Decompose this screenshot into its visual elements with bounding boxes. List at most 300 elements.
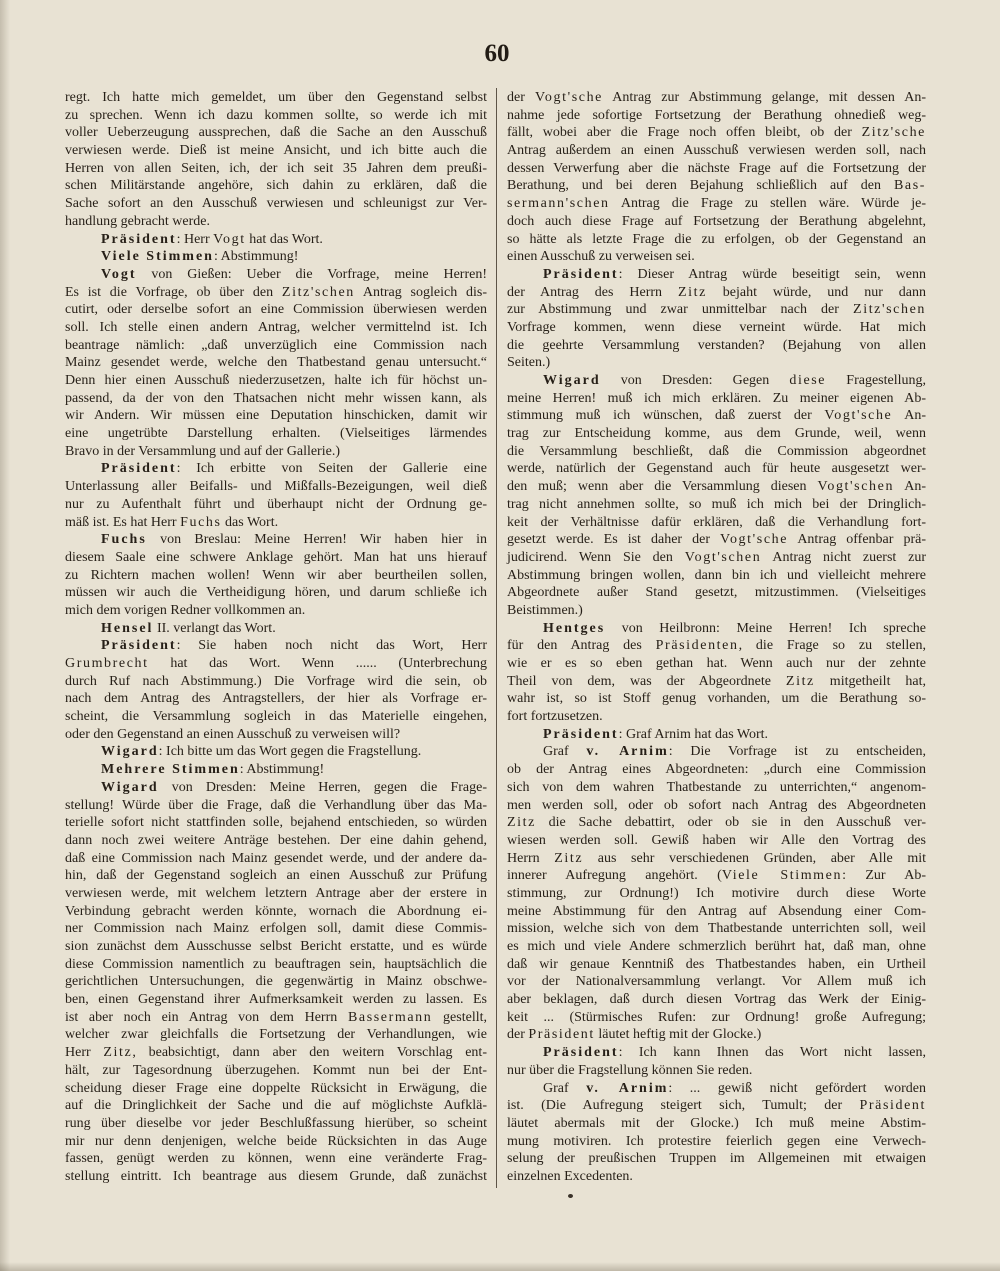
text-run: scheidung dieser Frage eine doppelte Rücksicht in Erwägung, die (65, 1080, 487, 1096)
text-line (507, 549, 926, 567)
text-line (65, 567, 487, 585)
text-run: wahr ist, so ist Stoff genug vorhanden, um die Berathung so- (507, 691, 926, 707)
emphasized-name: Präsident (859, 1098, 926, 1114)
text-line (65, 231, 487, 249)
text-line (65, 107, 487, 125)
text-run: Antrag die Frage zu stellen wäre. Würde je- (609, 196, 926, 212)
text-run: nur über die Fragstellung können Sie reden. (507, 1062, 753, 1078)
speaker-name: Präsident (543, 726, 619, 742)
text-line (507, 726, 926, 744)
text-run: ist. (Die Aufregung steigert sich, Tumult; der (507, 1098, 860, 1114)
text-run: terielle sofort nicht stattfinden solle, bejahend entschieden, so würden (65, 815, 487, 831)
text-run: Herren von allen Seiten, ich, der ich seit 35 Jahren dem preußi- (65, 160, 487, 176)
text-line (65, 726, 487, 744)
text-line (65, 1097, 487, 1115)
text-line (507, 920, 926, 938)
emphasized-name: Vogt'sche (720, 532, 789, 548)
text-line (507, 514, 926, 532)
text-line (65, 478, 487, 496)
text-line (65, 761, 487, 779)
text-run: An- (892, 408, 926, 424)
speaker-name: Präsident (101, 638, 177, 654)
text-run: selung der preußischen Truppen im Allgemeinen mit etwaigen (507, 1151, 926, 1167)
text-line (65, 1044, 487, 1062)
text-line (507, 1009, 926, 1027)
text-run: mitgetheilt hat, (814, 673, 926, 689)
text-run: wir Andern. Wir müssen eine Deputation hinschicken, damit wir (65, 408, 487, 424)
emphasized-name: Vogt (213, 231, 246, 247)
text-run: stimmung, zur Ordnung!) Ich motivire durch diese Worte (507, 885, 926, 901)
text-run: fällt, wobei aber die Frage noch offen bleibt, ob der (507, 125, 862, 141)
speaker-name: Präsident (101, 461, 177, 477)
text-run: läutet heftig mit der Glocke.) (594, 1027, 762, 1043)
text-run: von Breslau: Meine Herren! Wir haben hier in (146, 532, 487, 548)
text-line (507, 620, 926, 638)
text-run: Herr (65, 1045, 104, 1061)
text-run: : Abstimmung! (239, 762, 325, 778)
text-line (65, 991, 487, 1009)
text-line (507, 584, 926, 602)
text-run: das Wort. (221, 514, 279, 530)
emphasized-name: Fuchs (180, 514, 222, 530)
text-run: beantrage nämlich: „daß unverzüglich eine Commission nach (65, 337, 487, 353)
text-line (507, 655, 926, 673)
text-run: gesetzt werde. Es ist daher der (507, 532, 721, 548)
text-line (65, 248, 487, 266)
text-line (507, 885, 926, 903)
text-run: einzelnen Excedenten. (507, 1168, 633, 1184)
text-line (507, 567, 926, 585)
text-line (65, 814, 487, 832)
text-run: Vorfrage kommen, wenn diese verneint würde. Hat mich (507, 319, 926, 335)
emphasized-name: sermann'schen (507, 196, 610, 212)
text-run: einen Ausschuß zu verweisen sei. (507, 249, 695, 265)
emphasized-name: Zitz (785, 673, 815, 689)
text-line (507, 177, 926, 195)
speaker-name: Präsident (543, 266, 619, 282)
text-line (507, 89, 926, 107)
speaker-name: Vogt (101, 266, 137, 282)
text-line (65, 850, 487, 868)
text-run: nur zu Aufenthalt führt und überhaupt nicht der Ordnung ge- (65, 496, 487, 512)
text-line (65, 124, 487, 142)
right-column (507, 89, 926, 1186)
text-line (507, 673, 926, 691)
text-run: verwiesen werde. Dieß ist meine Ansicht, und ich bitte auch die (65, 143, 487, 159)
emphasized-name: Zitz (554, 850, 584, 866)
text-run: Abgeordnete außer Stand gesetzt, mitzustimmen. (Vielseitiges (507, 585, 926, 601)
text-run: es mich und viele Andere schmerzlich berührt hat, daß man, ohne (507, 939, 926, 954)
text-run: zu Richtern machen wollen! Wenn wir aber beurtheilen sollen, (65, 567, 487, 583)
emphasized-name: Viele Stimmen (721, 868, 843, 884)
text-run: zu sprechen. Wenn ich dazu kommen sollte, so werde ich mit (65, 107, 487, 123)
text-line (65, 867, 487, 885)
text-line (507, 602, 926, 620)
text-line (507, 991, 926, 1009)
text-line (65, 142, 487, 160)
emphasized-name: diese (789, 373, 827, 388)
left-column (65, 89, 487, 1186)
text-run: von Gießen: Ueber die Vorfrage, meine Herren! (136, 266, 487, 282)
text-run: Graf (543, 744, 587, 760)
text-line (65, 956, 487, 974)
speaker-name: v. Arnim (586, 1080, 669, 1096)
text-run: Berathung, und bei deren Bejahung schließlich auf den (507, 178, 894, 194)
text-line (507, 231, 926, 249)
text-run: : Zur Ab- (842, 868, 926, 884)
emphasized-name: Zitz'sche (861, 125, 926, 141)
text-line (507, 1097, 926, 1115)
text-run: sich von dem wahren Thatbestande zu unterrichten,“ angenom- (507, 779, 926, 795)
text-line (65, 195, 487, 213)
text-line (65, 1009, 487, 1027)
text-run: auf die Dringlichkeit der Sache und die auf möglichste Aufklä- (65, 1098, 487, 1114)
text-line (65, 620, 487, 638)
emphasized-name: Zitz (103, 1045, 133, 1061)
speaker-name: Hensel (101, 620, 154, 636)
text-line (507, 743, 926, 761)
text-line (65, 496, 487, 514)
text-run: doch auch diese Frage auf Fortsetzung der Berathung abgelehnt, (507, 213, 926, 229)
text-line (65, 354, 487, 372)
text-line (507, 832, 926, 850)
text-run: nahme jede sofortige Fortsetzung der Berathung ohnedieß weg- (507, 107, 926, 123)
text-line (65, 1168, 487, 1186)
text-line (65, 973, 487, 991)
text-line (65, 673, 487, 691)
text-line (507, 531, 926, 549)
text-run: zur Abstimmung und zwar unmittelbar nach der (507, 302, 854, 318)
text-run: : Herr (176, 231, 214, 247)
text-run: schen Militärstande angehöre, sich dahin zu erklären, daß die (65, 178, 487, 194)
text-line (507, 1133, 926, 1151)
text-line (507, 478, 926, 496)
text-run: Unterlassung aller Beifalls- und Mißfalls-Bezeigungen, weil dieß (65, 479, 487, 495)
text-run: : Abstimmung! (213, 249, 299, 265)
emphasized-name: Präsidenten (655, 638, 739, 654)
text-line (507, 708, 926, 726)
text-run: nach dem Antrag des Antragstellers, der hier als Vorfrage er- (65, 691, 487, 707)
text-run: hält, zur Tagesordnung überzugehen. Kommt nun bei der Ent- (65, 1062, 487, 1078)
text-run: : Ich bitte um das Wort gegen die Fragstellung. (158, 744, 422, 760)
text-run: sion zunächst dem Ausschusse selbst Bericht erstatte, und es würde (65, 939, 487, 954)
text-line (65, 213, 487, 231)
text-line (507, 1115, 926, 1133)
text-run: , beabsichtigt, dann aber den weitern Vorschlag ent- (132, 1045, 487, 1061)
text-run: die geehrte Versammlung verstanden? (Bejahung von allen (507, 337, 926, 353)
text-run: eine ungetrübte Darstellung erhalten. (Vielseitiges lärmendes (65, 426, 487, 442)
emphasized-name: Grumbrecht (65, 656, 149, 671)
text-run: Mainz gesendet werde, welche den Thatbestand genau untersucht.“ (65, 355, 487, 371)
text-run: wie er es so eben gethan hat. Wenn auch nur der zehnte (507, 656, 926, 671)
text-run: Beistimmen.) (507, 602, 583, 618)
emphasized-name: Präsident (528, 1027, 595, 1043)
text-line (507, 1080, 926, 1098)
text-line (65, 425, 487, 443)
text-run: Antrag sogleich dis- (354, 284, 488, 300)
text-run: keit ... (Stürmisches Rufen: zur Ordnung! große Aufregung; (507, 1009, 926, 1025)
text-line (507, 248, 926, 266)
text-run: : Graf Arnim hat das Wort. (618, 726, 769, 742)
text-run: diesem Saale eine schwere Anklage gehört. Man hat uns hierauf (65, 549, 487, 565)
text-line (65, 832, 487, 850)
text-run: Antrag nicht zuerst zur (761, 549, 927, 565)
text-run: müssen wir auch die Vertheidigung hören, und darum schließe ich (65, 585, 487, 601)
emphasized-name: Bassermann (347, 1009, 433, 1025)
text-line (65, 1133, 487, 1151)
text-line (65, 531, 487, 549)
text-line (65, 460, 487, 478)
text-run: fort fortzusetzen. (507, 709, 603, 725)
text-run: : Sie haben noch nicht das Wort, Herr (176, 638, 487, 654)
text-line (507, 301, 926, 319)
text-line (507, 850, 926, 868)
text-run: , die Frage so zu stellen, (738, 638, 926, 654)
text-line (507, 779, 926, 797)
text-run: : Dieser Antrag würde beseitigt sein, wenn (618, 266, 926, 282)
text-line (507, 319, 926, 337)
text-run: meine Herren! muß ich mich erklären. Zu meiner eigenen Ab- (507, 390, 926, 406)
speaker-name: Wigard (101, 779, 159, 795)
text-line (65, 743, 487, 761)
text-line (65, 885, 487, 903)
text-line (507, 142, 926, 160)
text-run: stimmung muß ich wünschen, daß zuerst der (507, 408, 825, 424)
text-run: mich dem vorigen Redner vollkommen an. (65, 602, 306, 618)
text-run: : Ich kann Ihnen das Wort nicht lassen, (618, 1045, 926, 1061)
emphasized-name: Vogt'sche (824, 408, 893, 424)
text-line (507, 390, 926, 408)
text-line (507, 195, 926, 213)
text-run: Denn hier einen Ausschuß niederzusetzen, halte ich für höchst un- (65, 373, 487, 388)
text-run: die Sache debattirt, oder ob sie in den Ausschuß ver- (535, 815, 926, 831)
text-run: : Die Vorfrage ist zu entscheiden, (668, 744, 926, 760)
text-run: voller Ueberzeugung aussprechen, daß die Sache an den Ausschuß (65, 125, 487, 141)
text-run: innerer Aufregung angehört. ( (507, 868, 722, 884)
text-run: : Ich erbitte von Seiten der Gallerie eine (176, 461, 487, 477)
text-line (65, 372, 487, 390)
text-run: so hätte als letzte Frage die zu erfolgen, ob der Gegenstand an (507, 231, 926, 247)
text-line (65, 690, 487, 708)
text-line (507, 867, 926, 885)
text-run: oder den Gegenstand an einen Ausschuß zu verweisen will? (65, 726, 401, 742)
text-run: trag zur Entscheidung komme, aus dem Grunde, weil, wenn (507, 426, 926, 442)
text-line (65, 602, 487, 620)
text-run: hin, daß der Gegenstand sogleich an einen Ausschuß zur Prüfung (65, 868, 487, 884)
text-run: aber beklagen, daß durch diesen Vortrag das Werk der Einig- (507, 992, 926, 1008)
text-line (507, 407, 926, 425)
text-line (507, 124, 926, 142)
text-line (65, 177, 487, 195)
text-line (507, 354, 926, 372)
text-run: regt. Ich hatte mich gemeldet, um über den Gegenstand selbst (65, 90, 487, 105)
text-run: judicirend. Wenn Sie den (507, 549, 685, 565)
text-run: trag nicht annehmen sollte, so muß ich mich bei der Dringlich- (507, 496, 926, 512)
text-run: cutirt, oder derselbe sofort an eine Commission überwiesen werden (65, 302, 487, 318)
text-line (507, 160, 926, 178)
text-line (65, 708, 487, 726)
text-run: Herrn (507, 850, 555, 866)
text-line (507, 797, 926, 815)
text-line (507, 637, 926, 655)
text-run: ner Commission nach Mainz erfolgen soll, damit diese Commis- (65, 921, 487, 937)
text-run: II. verlangt das Wort. (153, 620, 276, 636)
page-number: 60 (484, 40, 510, 67)
text-run: den muß; wenn aber die Versammlung diesen (507, 479, 818, 495)
text-line (507, 107, 926, 125)
text-line (507, 814, 926, 832)
text-run: durch Ruf nach Abstimmung.) Die Vorfrage wird die sein, ob (65, 673, 487, 689)
text-run: von Dresden: Meine Herren, gegen die Frage- (158, 779, 487, 795)
text-run: die Versammlung beschließt, daß die Commission abgeordnet (507, 443, 926, 459)
text-line (507, 284, 926, 302)
text-run: von Dresden: Gegen (600, 373, 790, 388)
text-line (65, 1062, 487, 1080)
text-run: Theil von dem, was der Abgeordnete (507, 673, 786, 689)
text-run: fassen, genügt werden zu können, wenn eine veränderte Frag- (65, 1151, 487, 1167)
text-line (65, 549, 487, 567)
text-line (65, 938, 487, 956)
text-line (65, 319, 487, 337)
text-run: für den Antrag des (507, 638, 656, 654)
text-run: von Heilbronn: Meine Herren! Ich spreche (605, 620, 926, 636)
text-run: mir nur denn denjenigen, welche beide Rücksichten in das Auge (65, 1133, 487, 1149)
text-line (65, 337, 487, 355)
text-line (65, 584, 487, 602)
speaker-name: Fuchs (101, 532, 147, 548)
text-run: der (507, 90, 535, 105)
text-run: dann noch zwei weitere Anträge bestehen. Der eine dahin gehend, (65, 832, 487, 848)
emphasized-name: Zitz (677, 284, 707, 300)
speaker-name: Hentges (543, 620, 606, 636)
text-run: Bravo in der Versammlung und auf der Gallerie.) (65, 443, 340, 459)
text-run: passend, da der von den Thatsachen nicht mehr wissen kann, als (65, 390, 487, 406)
ink-speck (568, 1194, 573, 1198)
emphasized-name: Vogt'sche (534, 90, 603, 105)
text-run: hat das Wort. Wenn ...... (Unterbrechung (148, 656, 487, 671)
text-line (507, 496, 926, 514)
speaker-name: Viele Stimmen (101, 249, 214, 265)
text-line (65, 637, 487, 655)
text-line (65, 89, 487, 107)
text-line (65, 1026, 487, 1044)
text-line (65, 266, 487, 284)
text-run: mission, welche sich von dem Thatbestande unterrichten soll, weil (507, 921, 926, 937)
text-run: gestellt, (432, 1009, 487, 1025)
text-line (507, 1168, 926, 1186)
text-run: diese Commission namentlich zu beauftragen sein, hauptsächlich die (65, 956, 487, 972)
text-line (65, 903, 487, 921)
text-run: ist aber noch ein Antrag von dem Herrn (65, 1009, 348, 1025)
text-run: An- (894, 479, 926, 495)
text-run: der Antrag des Herrn (507, 284, 678, 300)
text-run: men werden soll, oder ob sofort nach Antrag des Abgeordneten (507, 797, 926, 813)
text-run: rung über dieselbe vor jeder Beschlußfassung hierüber, so scheint (65, 1115, 487, 1131)
text-line (507, 337, 926, 355)
emphasized-name: Bas- (893, 178, 926, 194)
text-line (65, 407, 487, 425)
text-run: Abstimmung bringen wollen, dann bin ich und vielleicht mehrere (507, 567, 926, 583)
text-run: ben, einen Gegenstand ihrer Aufmerksamkeit werden zu lassen. Es (65, 992, 487, 1008)
text-line (65, 390, 487, 408)
emphasized-name: Zitz'schen (853, 302, 926, 318)
emphasized-name: Vogt'schen (817, 479, 895, 495)
text-run: daß wir genaue Kenntniß des Thatbestandes haben, ein Urtheil (507, 956, 926, 972)
text-line (507, 425, 926, 443)
text-run: Sache sofort an den Ausschuß verwiesen und schleunigst zur Ver- (65, 196, 487, 212)
text-run: vor der Nationalversammlung verlangt. Vor Allem muß ich (507, 974, 926, 990)
text-run: keit der Verhältnisse dafür erklären, daß die Verhandlung fort- (507, 514, 926, 530)
text-run: der (507, 1027, 529, 1043)
text-run: welcher zwar gleichfalls die Fortsetzung der Verhandlungen, wie (65, 1027, 487, 1043)
text-run: wiesen werden soll. Gewiß haben wir Alle den Vortrag des (507, 832, 926, 848)
text-run: ob der Antrag eines Abgeordneten: „durch eine Commission (507, 762, 926, 778)
text-line (65, 655, 487, 673)
text-run: mäß ist. Es hat Herr (65, 514, 181, 530)
text-run: Fragestellung, (826, 373, 926, 388)
speaker-name: v. Arnim (586, 744, 669, 760)
text-line (507, 1150, 926, 1168)
text-run: Graf (543, 1080, 587, 1096)
text-run: daß eine Commission nach Mainz gesendet werde, und der andere da- (65, 850, 487, 866)
text-line (507, 973, 926, 991)
text-line (507, 443, 926, 461)
text-run: scheint, die Versammlung sogleich in das Materielle eingehen, (65, 709, 487, 725)
text-line (507, 761, 926, 779)
text-run: soll. Ich stelle einen andern Antrag, welcher vermittelnd ist. Ich (65, 319, 487, 335)
text-line (65, 1150, 487, 1168)
text-line (65, 284, 487, 302)
speaker-name: Wigard (543, 373, 601, 388)
text-line (507, 690, 926, 708)
text-run: Es ist die Vorfrage, ob über den (65, 284, 282, 300)
text-line (507, 460, 926, 478)
text-line (507, 213, 926, 231)
text-run: werde, natürlich der Gegenstand auch für heute ausgesetzt wer- (507, 461, 926, 477)
text-run: Antrag zur Abstimmung gelange, mit dessen An- (602, 90, 926, 105)
text-line (65, 1115, 487, 1133)
text-run: verwiesen werde, mit welchem letztern Antrage aber der erstere in (65, 885, 487, 901)
text-run: dessen Verwerfung aber die nächste Frage auf die Fortsetzung der (507, 160, 926, 176)
text-run: bejaht würde, und nur dann (706, 284, 926, 300)
text-line (507, 1044, 926, 1062)
text-line (507, 956, 926, 974)
text-line (507, 1062, 926, 1080)
text-run: stellung eintritt. Ich beantrage aus diesem Grunde, daß zunächst (65, 1168, 487, 1184)
text-line (507, 372, 926, 390)
text-run: stellung! Würde über die Frage, daß die Verhandlung über das Ma- (65, 797, 487, 813)
text-run: Antrag außerdem an einen Ausschuß verwiesen werden soll, nach (507, 143, 926, 159)
text-run: Antrag offenbar prä- (788, 532, 926, 548)
text-run: aus sehr verschiedenen Gründen, aber Alle mit (583, 850, 926, 866)
text-line (507, 266, 926, 284)
text-run: : ... gewiß nicht gefördert worden (668, 1080, 926, 1096)
text-run: hat das Wort. (245, 231, 323, 247)
text-line (65, 514, 487, 532)
emphasized-name: Zitz'schen (281, 284, 355, 300)
text-run: mung motiviren. Ich protestire feierlich gegen eine Verwech- (507, 1133, 926, 1149)
text-run: Seiten.) (507, 355, 551, 371)
text-run: meine Abstimmung für den Antrag auf Absendung einer Com- (507, 903, 926, 919)
text-run: läutet abermals mit der Glocke.) Ich muß meine Abstim- (507, 1115, 926, 1131)
emphasized-name: Vogt'schen (684, 549, 762, 565)
text-line (65, 797, 487, 815)
text-line (65, 443, 487, 461)
text-run: Verbindung gebracht werden könnte, wornach die Abordnung ei- (65, 903, 487, 919)
speaker-name: Präsident (101, 231, 177, 247)
speaker-name: Mehrere Stimmen (101, 762, 240, 778)
text-line (65, 1080, 487, 1098)
